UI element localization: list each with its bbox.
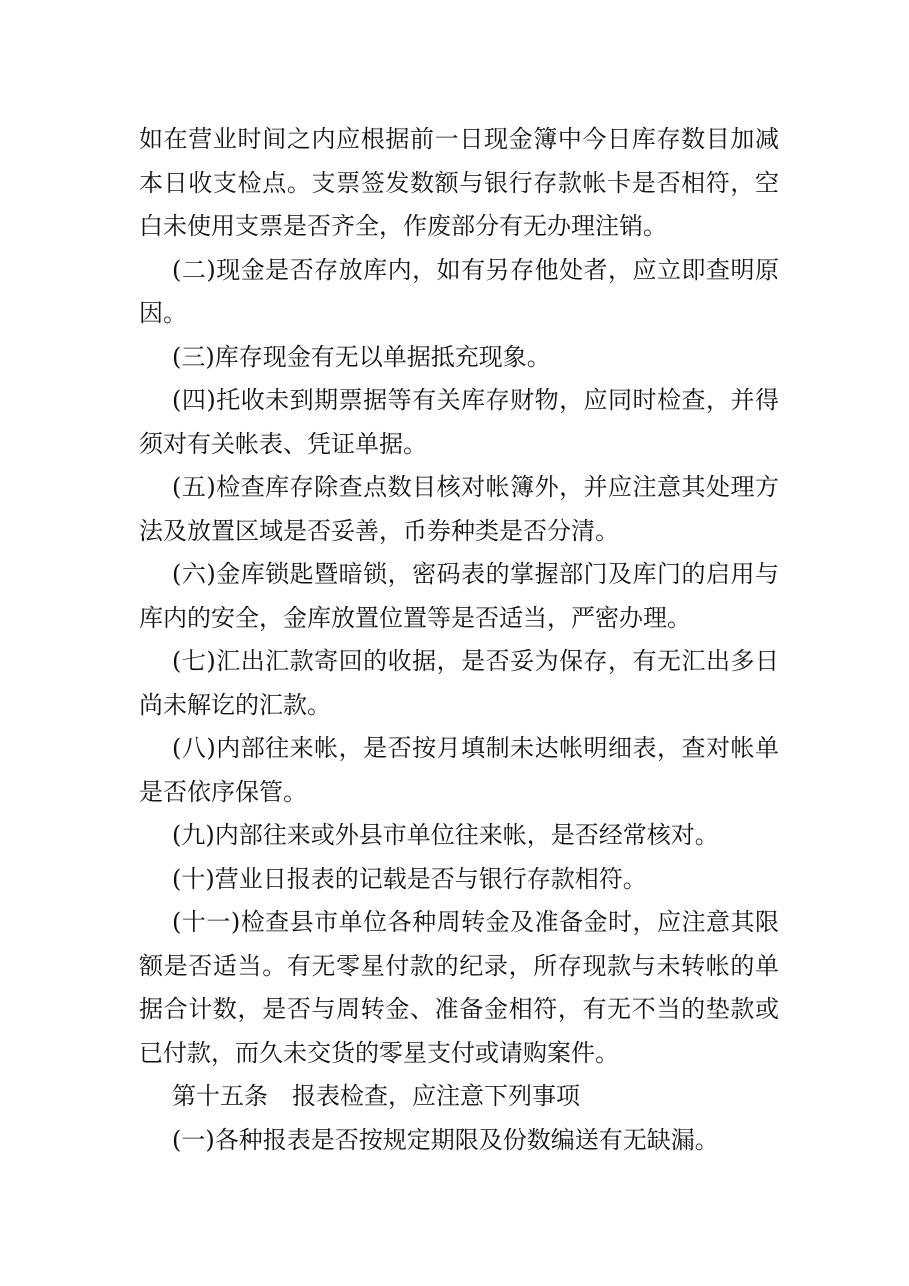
paragraph-item-3: (三)库存现金有无以单据抵充现象。 (172, 342, 551, 371)
paragraph-item-2: (二)现金是否存放库内，如有另存他处者，应立即查明原因。 (139, 255, 779, 327)
paragraph-item-9: (九)内部往来或外县市单位往来帐，是否经常核对。 (172, 821, 719, 849)
paragraph-item-4: (四)托收未到期票据等有关库存财物，应同时检查，并得须对有关帐表、凭证单据。 (139, 386, 779, 458)
paragraph-item-7: (七)汇出汇款寄回的收据，是否妥为保存，有无汇出多日尚未解讫的汇款。 (139, 647, 779, 719)
paragraph-item-5: (五)检查库存除查点数目核对帐簿外，并应注意其处理方法及放置区域是否妥善，币券种类是否分清。 (139, 473, 779, 545)
paragraph-item-8: (八)内部往来帐，是否按月填制未达帐明细表，查对帐单是否依序保管。 (139, 734, 779, 806)
document-body (139, 118, 779, 1162)
paragraph-item-6: (六)金库锁匙暨暗锁，密码表的掌握部门及库门的启用与库内的安全，金库放置位置等是否适当，严密办理。 (139, 560, 779, 632)
paragraph-item-10: (十)营业日报表的记载是否与银行存款相符。 (172, 864, 647, 893)
paragraph-item-11: (十一)检查县市单位各种周转金及准备金时，应注意其限额是否适当。有无零星付款的纪录，所存现款与未转帐的单据合计数，是否与周转金、准备金相符，有无不当的垫款或已付款，而久未交货的零星支付或请购案件。 (139, 908, 779, 1067)
article-heading: 第十五条 报表检查，应注意下列事项 (172, 1082, 580, 1110)
paragraph-cash-inspection: 如在营业时间之内应根据前一日现金簿中今日库存数目加减本日收支检点。支票签发数额与银行存款帐卡是否相符，空白未使用支票是否齐全，作废部分有无办理注销。 (139, 125, 779, 240)
paragraph-report-item-1: (一)各种报表是否按规定期限及份数编送有无缺漏。 (172, 1125, 719, 1154)
